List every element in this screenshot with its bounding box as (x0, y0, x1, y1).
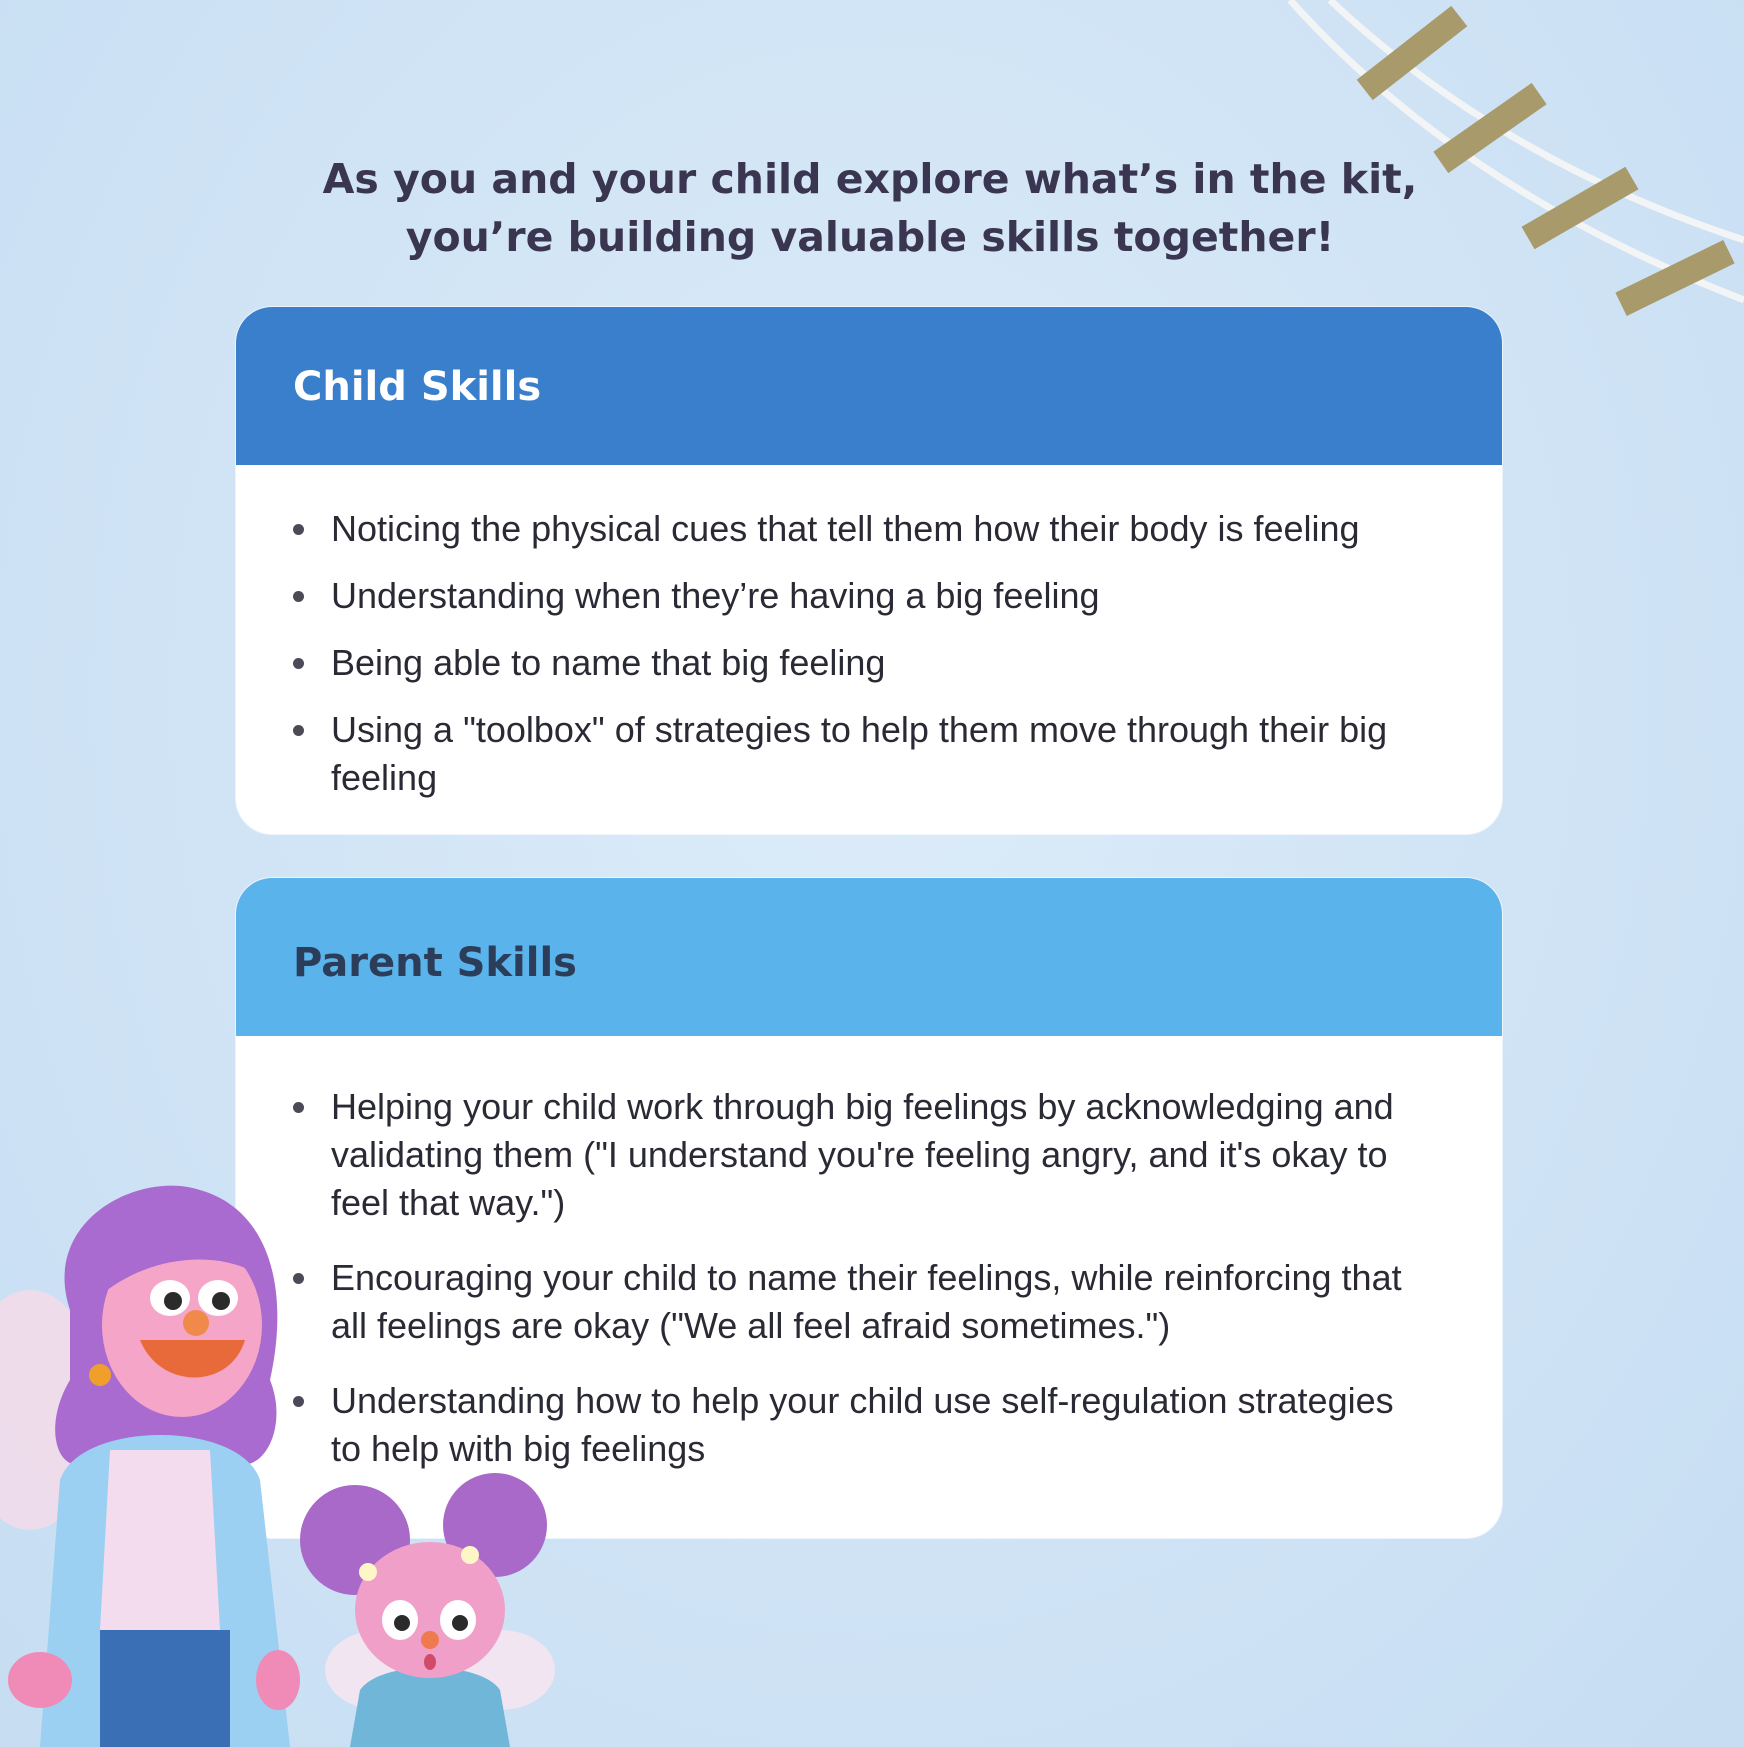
list-item (293, 706, 1413, 802)
list-item-text: Noticing the physical cues that tell them how their body is feeling (331, 508, 1360, 549)
bullet-icon (293, 591, 304, 602)
child-skills-list (293, 505, 1413, 821)
list-item (293, 505, 1413, 553)
child-skills-header (236, 307, 1502, 465)
page-headline (260, 150, 1480, 266)
parent-skills-header (236, 878, 1502, 1036)
headline-line-2: you’re building valuable skills together! (405, 213, 1335, 261)
bullet-icon (293, 524, 304, 535)
list-item-text: Encouraging your child to name their feelings, while reinforcing that all feelings are okay ("We all feel afraid sometimes.") (331, 1257, 1402, 1346)
list-item-text: Understanding how to help your child use self-regulation strategies to help with big feelings (331, 1380, 1394, 1469)
child-skills-card (236, 307, 1502, 834)
list-item-text: Being able to name that big feeling (331, 642, 886, 683)
list-item-text: Understanding when they’re having a big feeling (331, 575, 1100, 616)
list-item-text: Using a "toolbox" of strategies to help them move through their big feeling (331, 709, 1388, 798)
headline-line-1: As you and your child explore what’s in the kit, (322, 155, 1418, 203)
bullet-icon (293, 725, 304, 736)
list-item-text: Helping your child work through big feelings by acknowledging and validating them ("I understand you're feeling angry, and it's okay to feel that way.") (331, 1086, 1394, 1223)
bullet-icon (293, 658, 304, 669)
child-skills-title: Child Skills (293, 364, 542, 410)
bullet-icon (293, 1102, 304, 1113)
parent-skills-title: Parent Skills (293, 940, 577, 986)
character-illustration (0, 1180, 560, 1747)
list-item (293, 572, 1413, 620)
list-item (293, 639, 1413, 687)
